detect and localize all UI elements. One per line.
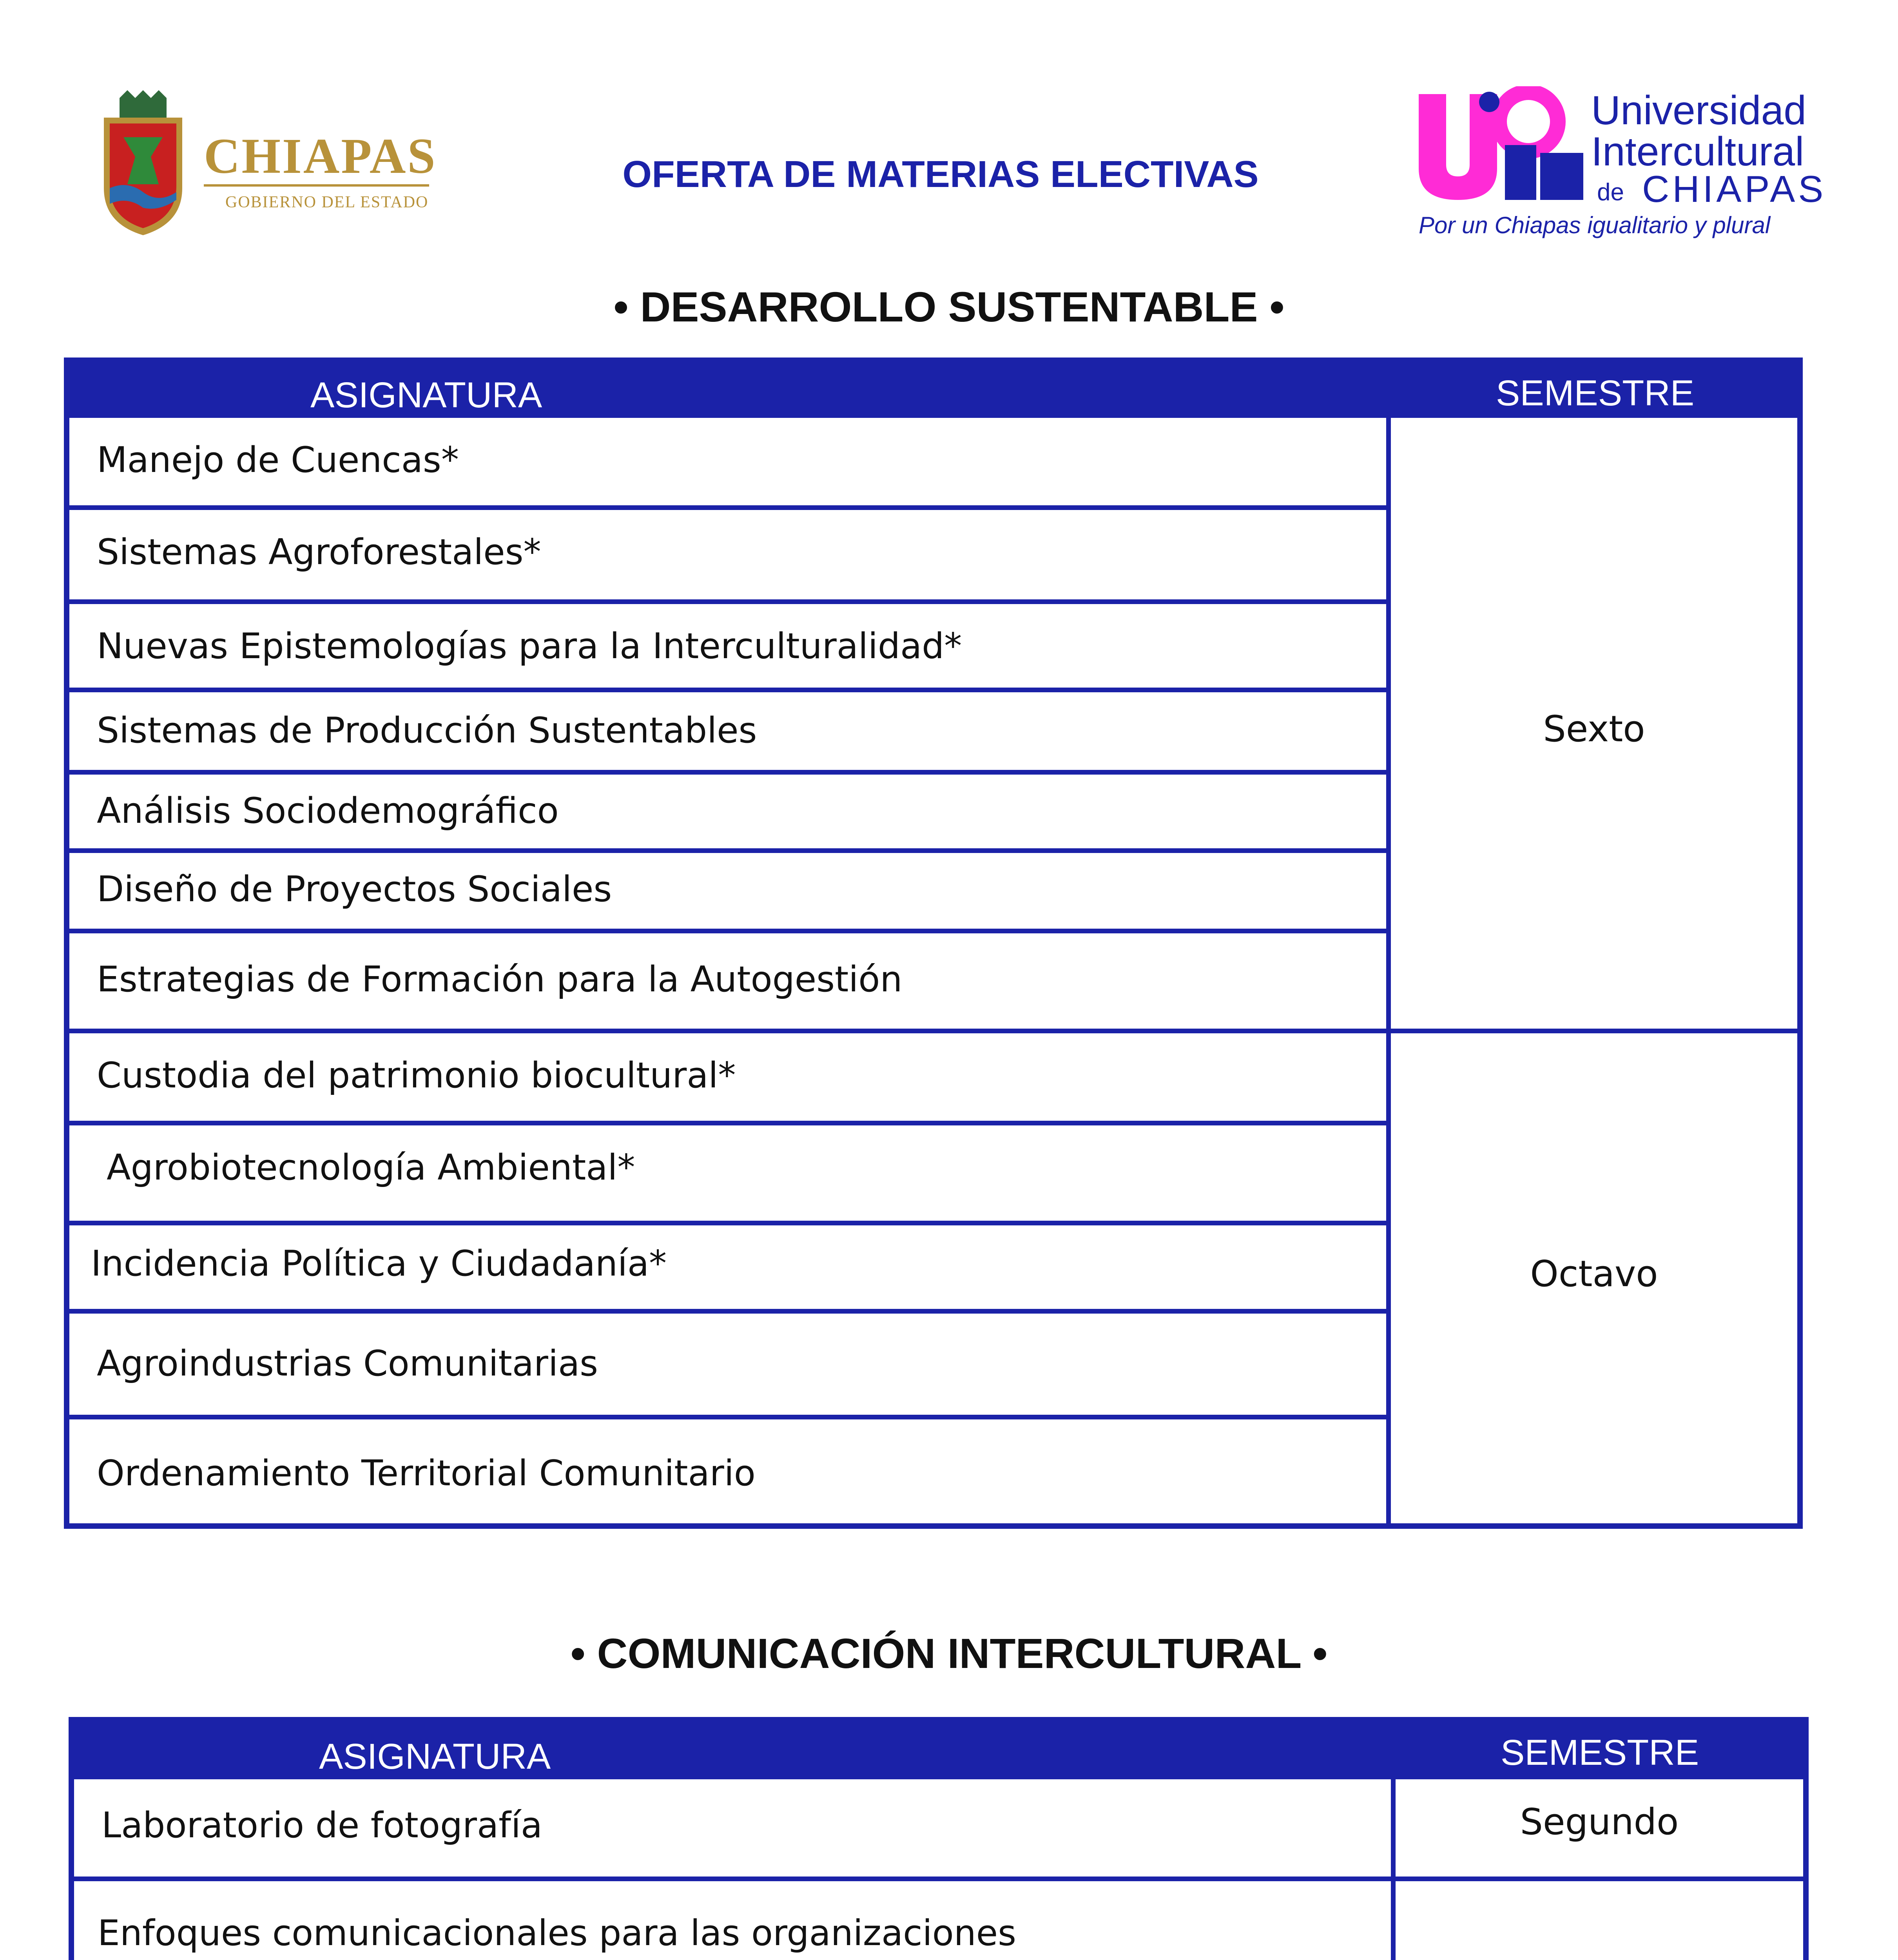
column-divider	[1386, 418, 1391, 1529]
subject-cell: Manejo de Cuencas*	[97, 439, 459, 481]
table-row	[69, 933, 1386, 1033]
subject-column	[69, 418, 1386, 1529]
semester-cell	[1396, 1881, 1803, 1960]
subject-cell: Nuevas Epistemologías para la Interculturalidad*	[97, 626, 962, 667]
university-name-line2: Intercultural	[1591, 129, 1804, 174]
semester-cell	[1391, 418, 1797, 1033]
subject-cell: Análisis Sociodemográfico	[97, 790, 559, 831]
subject-column	[74, 1779, 1391, 1960]
semester-label: Sexto	[1543, 708, 1645, 750]
unich-logo-icon	[1411, 86, 1591, 204]
subject-cell: Agroindustrias Comunitarias	[97, 1343, 598, 1384]
state-logo-subtitle: GOBIERNO DEL ESTADO	[225, 193, 429, 211]
semester-cell	[1391, 1033, 1797, 1529]
section-heading-comunicacion: • COMUNICACIÓN INTERCULTURAL •	[570, 1630, 1328, 1677]
subject-cell: Sistemas Agroforestales*	[97, 532, 541, 573]
table-row	[69, 1225, 1386, 1314]
table-row	[74, 1779, 1391, 1881]
table-row	[69, 853, 1386, 933]
table-row	[69, 692, 1386, 775]
state-logo-name: CHIAPAS	[204, 128, 437, 184]
column-header-subject: ASIGNATURA	[319, 1737, 551, 1777]
subject-cell: Sistemas de Producción Sustentables	[97, 710, 757, 751]
table-row	[69, 418, 1386, 510]
column-header-semester: SEMESTRE	[1501, 1733, 1699, 1773]
page-title: OFERTA DE MATERIAS ELECTIVAS	[622, 153, 1259, 195]
table-row	[69, 1125, 1386, 1225]
chiapas-coat-of-arms-icon	[96, 90, 190, 239]
table-row	[69, 1033, 1386, 1125]
table-comunicacion	[69, 1717, 1809, 1960]
table-header	[69, 363, 1797, 418]
subject-cell: Diseño de Proyectos Sociales	[97, 869, 612, 910]
table-header	[74, 1722, 1803, 1779]
table-desarrollo	[64, 358, 1803, 1529]
table-row	[69, 1419, 1386, 1529]
semester-label: Octavo	[1530, 1253, 1658, 1295]
table-row	[69, 510, 1386, 604]
subject-cell: Ordenamiento Territorial Comunitario	[97, 1453, 756, 1494]
section-heading-desarrollo: • DESARROLLO SUSTENTABLE •	[613, 283, 1285, 330]
table-row	[74, 1881, 1391, 1960]
subject-cell: Agrobiotecnología Ambiental*	[107, 1147, 635, 1188]
university-name-line1: Universidad	[1591, 88, 1807, 133]
semester-column	[1391, 418, 1797, 1529]
university-name-prefix: de	[1597, 179, 1624, 206]
university-tagline: Por un Chiapas igualitario y plural	[1419, 212, 1771, 238]
subject-cell: Custodia del patrimonio biocultural*	[97, 1055, 736, 1096]
subject-cell: Laboratorio de fotografía	[102, 1805, 542, 1846]
state-government-logo	[96, 90, 437, 239]
university-name-line3: CHIAPAS	[1642, 168, 1827, 210]
university-logo	[1411, 86, 1842, 243]
table-row	[69, 1314, 1386, 1419]
semester-label: Segundo	[1520, 1801, 1679, 1843]
table-row	[69, 775, 1386, 853]
state-logo-rule	[204, 184, 429, 187]
semester-cell	[1396, 1779, 1803, 1881]
subject-cell: Incidencia Política y Ciudadanía*	[91, 1243, 667, 1284]
column-header-subject: ASIGNATURA	[310, 375, 542, 415]
table-row	[69, 604, 1386, 692]
semester-column	[1396, 1779, 1803, 1960]
subject-cell: Estrategias de Formación para la Autogestión	[97, 959, 903, 1000]
column-header-semester: SEMESTRE	[1496, 373, 1695, 413]
column-divider	[1391, 1779, 1396, 1960]
subject-cell: Enfoques comunicacionales para las organizaciones	[98, 1913, 1016, 1954]
